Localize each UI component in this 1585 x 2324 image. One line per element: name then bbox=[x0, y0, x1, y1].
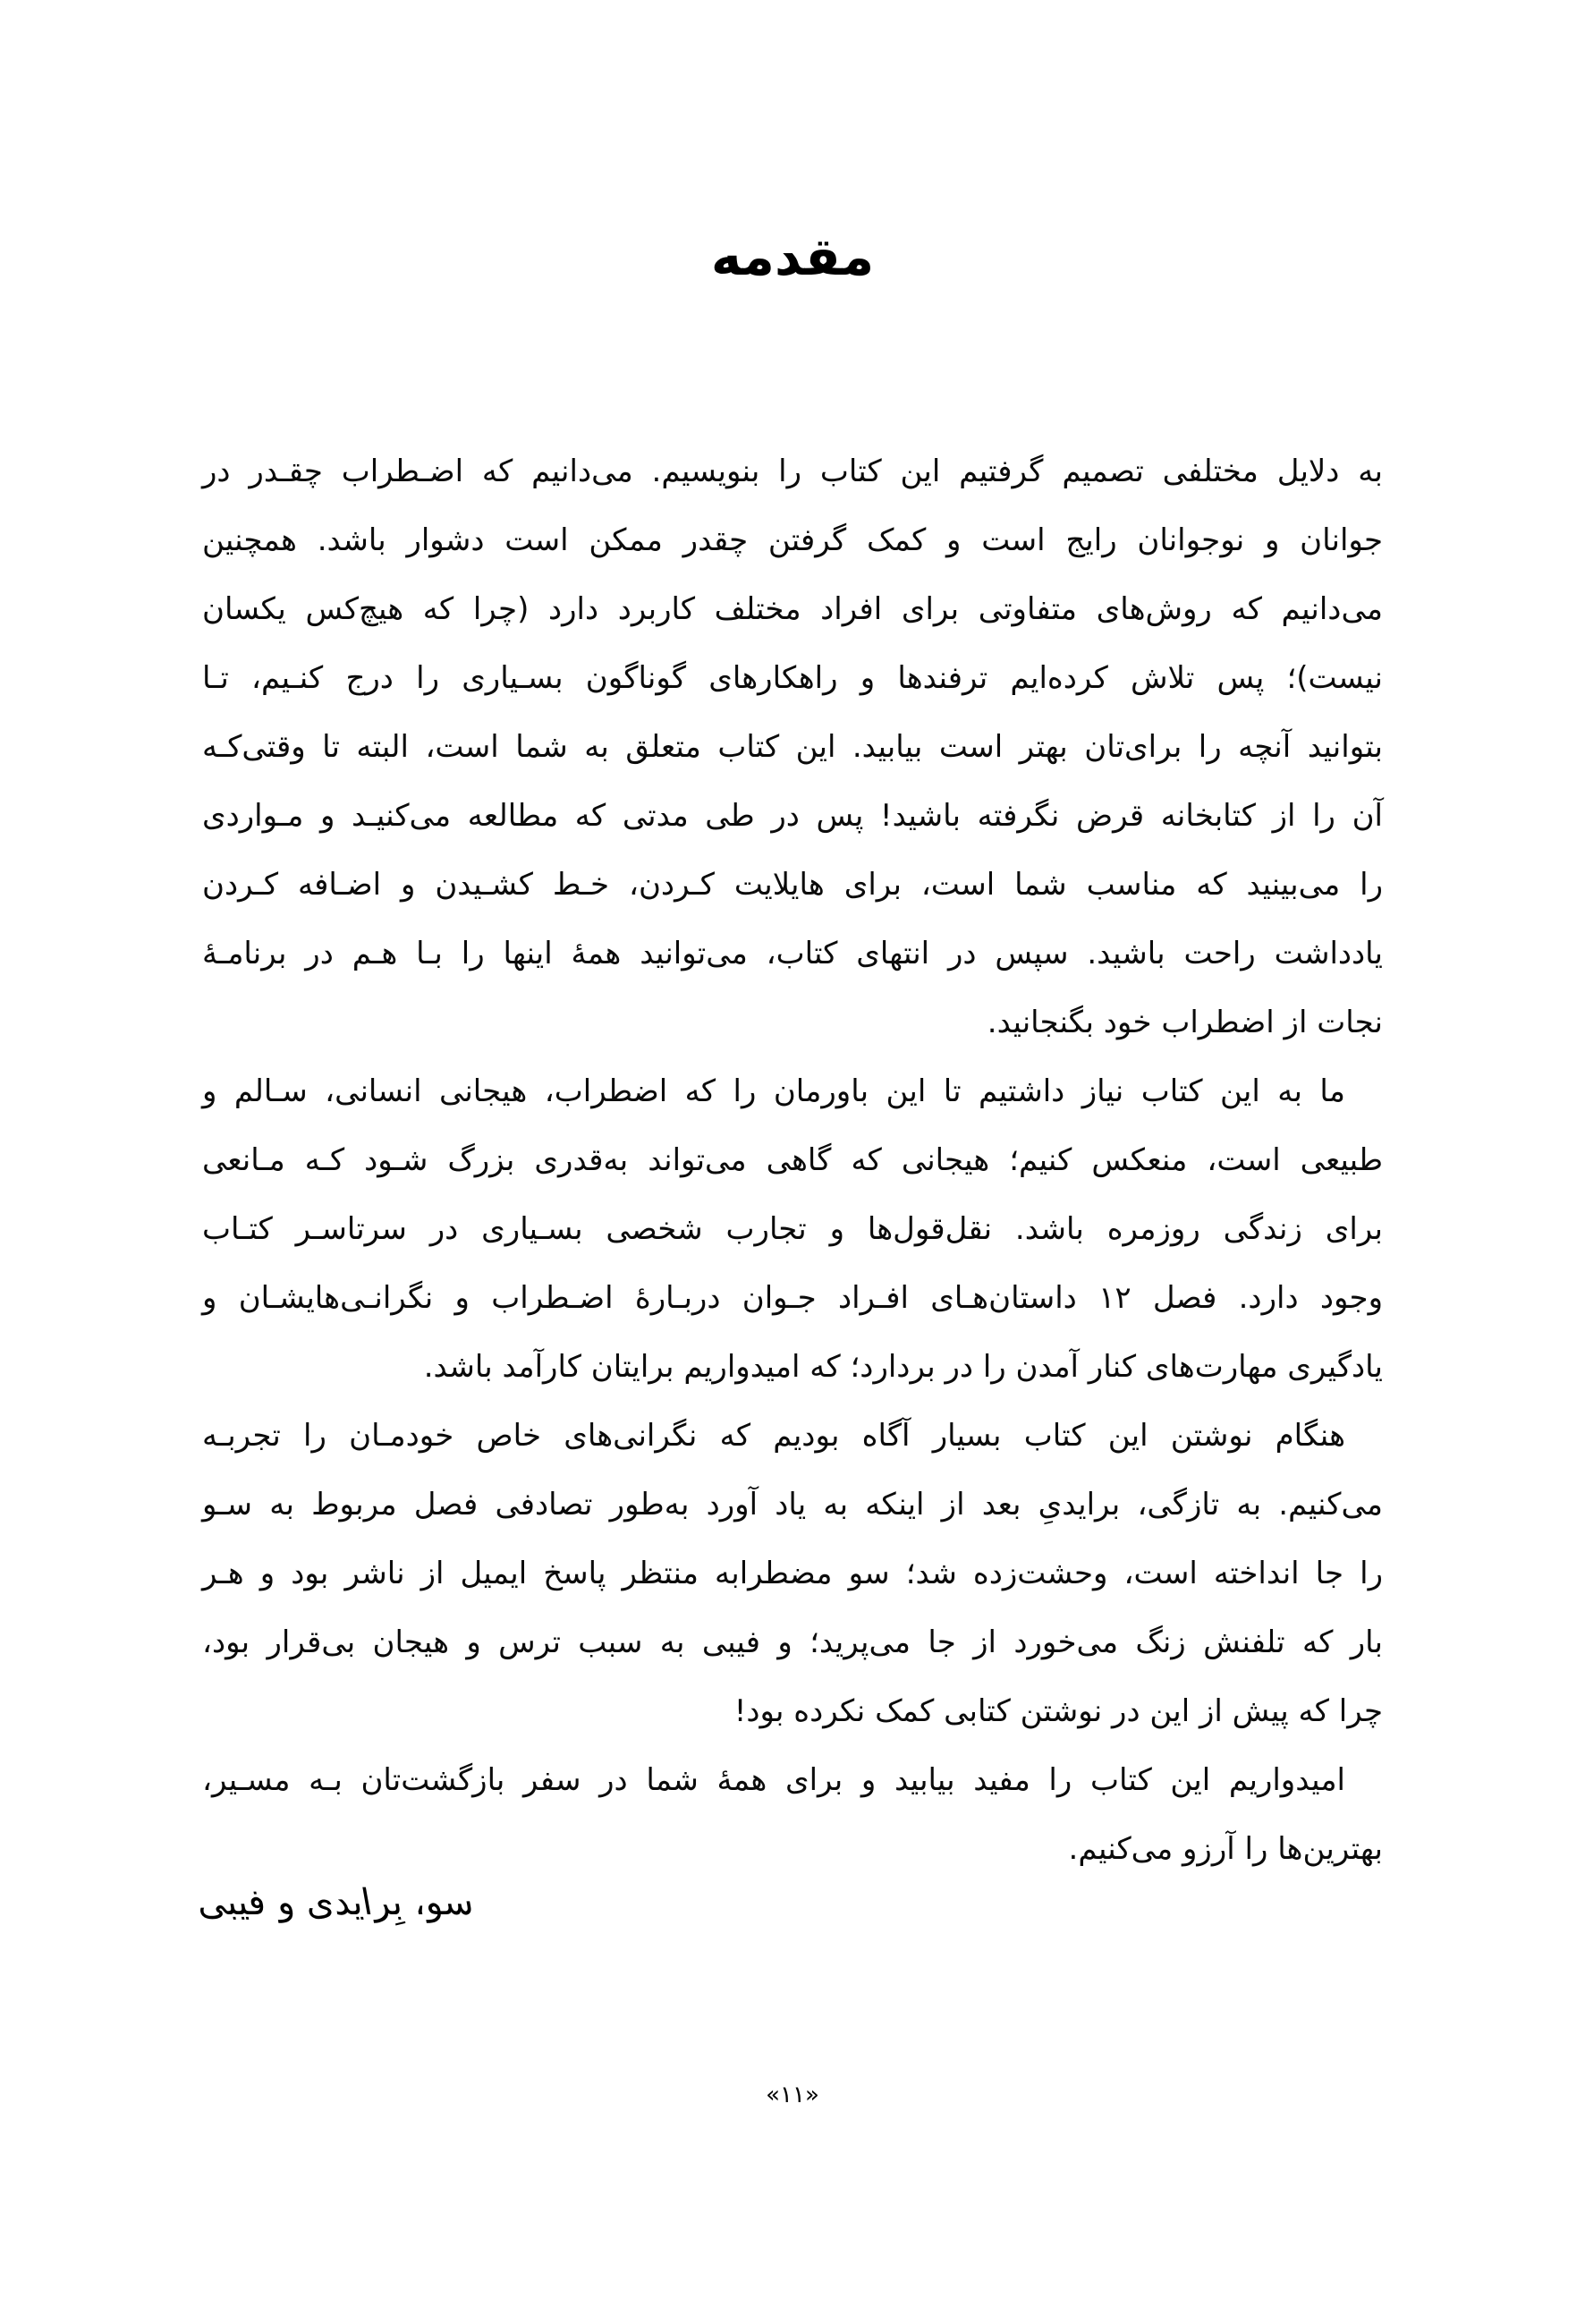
text-line: بهترین‌ها را آرزو می‌کنیم. bbox=[1068, 1831, 1383, 1867]
text-line: نجات از اضطراب خود بگنجانید. bbox=[987, 1005, 1383, 1040]
text-line: می‌دانیم که روش‌های متفاوتی برای افراد مختلف کاربرد دارد (چرا که هیچ‌کس یکسان bbox=[202, 591, 1383, 627]
text-line: را جا انداخته است، وحشت‌زده شد؛ سو مضطرابه منتظر پاسخ ایمیل از ناشر بود و هـر bbox=[202, 1556, 1383, 1591]
text-line: بتوانید آنچه را برای‌تان بهتر است بیابید. این کتاب متعلق به شما است، البته تا وقتی‌کـه bbox=[202, 729, 1383, 765]
text-line: می‌کنیم. به تازگی، برایدیِ بعد از اینکه به یاد آورد به‌طور تصادفی فصل مربوط به سـو bbox=[202, 1487, 1383, 1522]
author-signature: سو، بِرایدی و فیبی bbox=[192, 1882, 477, 1923]
page-number: «۱۱» bbox=[766, 2082, 819, 2108]
paragraph-2 bbox=[202, 1057, 1383, 1402]
text-line: یادداشت راحت باشید. سپس در انتهای کتاب، می‌توانید همهٔ اینها را بـا هـم در برنامـهٔ bbox=[202, 936, 1383, 971]
text-line: هنگام نوشتن این کتاب بسیار آگاه بودیم که نگرانی‌های خاص خودمـان را تجربـه bbox=[202, 1418, 1345, 1454]
text-line: آن را از کتابخانه قرض نگرفته باشید! پس در طی مدتی که مطالعه می‌کنیـد و مـواردی bbox=[202, 798, 1383, 834]
text-line: جوانان و نوجوانان رایج است و کمک گرفتن چقدر ممکن است دشوار باشد. همچنین bbox=[202, 522, 1383, 558]
text-line: به دلایل مختلفی تصمیم گرفتیم این کتاب را بنویسیم. می‌دانیم که اضـطراب چقـدر در bbox=[202, 454, 1383, 489]
text-line: برای زندگی روزمره باشد. نقل‌قول‌ها و تجارب شخصی بسـیاری در سرتاسـر کتـاب bbox=[202, 1211, 1383, 1247]
text-line: ما به این کتاب نیاز داشتیم تا این باورمان را که اضطراب، هیجانی انسانی، سـالم و bbox=[202, 1073, 1345, 1109]
text-line: چرا که پیش از این در نوشتن کتابی کمک نکرده بود! bbox=[733, 1693, 1383, 1729]
text-line: را می‌بینید که مناسب شما است، برای هایلایت کـردن، خـط کشـیدن و اضـافه کـردن bbox=[202, 867, 1383, 903]
body-text bbox=[202, 437, 1383, 1884]
text-line: امیدواریم این کتاب را مفید بیابید و برای همهٔ شما در سفر بازگشت‌تان بـه مسـیر، bbox=[202, 1762, 1345, 1798]
text-line: یادگیری مهارت‌های کنار آمدن را در بردارد؛ که امیدواریم برایتان کارآمد باشد. bbox=[423, 1349, 1383, 1385]
paragraph-1 bbox=[202, 437, 1383, 1057]
text-line: بار که تلفنش زنگ می‌خورد از جا می‌پرید؛ و فیبی به سبب ترس و هیجان بی‌قرار بود، bbox=[202, 1624, 1383, 1660]
paragraph-3 bbox=[202, 1402, 1383, 1746]
text-line: وجود دارد. فصل ۱۲ داستان‌هـای افـراد جـوان دربـارهٔ اضـطراب و نگرانـی‌هایشـان و bbox=[202, 1280, 1383, 1316]
text-line: طبیعی است، منعکس کنیم؛ هیجانی که گاهی می‌تواند به‌قدری بزرگ شـود کـه مـانعی bbox=[202, 1142, 1383, 1178]
text-line: نیست)؛ پس تلاش کرده‌ایم ترفندها و راهکارهای گوناگون بسـیاری را درج کنـیم، تـا bbox=[202, 660, 1383, 696]
page-title: مقدمه bbox=[710, 226, 875, 287]
paragraph-4 bbox=[202, 1746, 1383, 1884]
